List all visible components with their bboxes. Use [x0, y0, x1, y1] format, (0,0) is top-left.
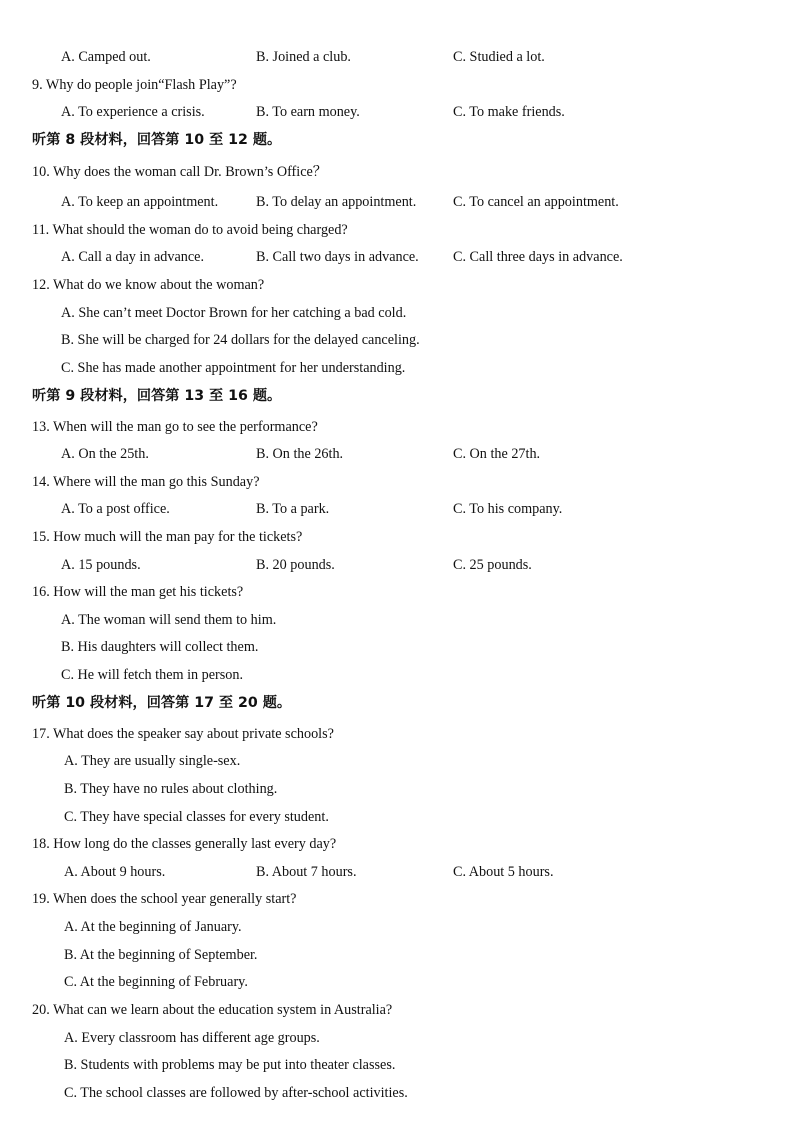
option-text: B. Students with problems may be put into theater classes. [64, 1057, 396, 1073]
section-heading: 听第 9 段材料，回答第 13 至 16 题。 [32, 388, 282, 404]
option-text: B. His daughters will collect them. [61, 639, 259, 655]
question-text: 11. What should the woman do to avoid being charged? [32, 222, 348, 238]
option-c: C. To make friends. [453, 104, 565, 120]
question-text: 10. Why does the woman call Dr. Brown’s Office？ [32, 164, 327, 180]
option-text: A. The woman will send them to him. [61, 612, 277, 628]
section-heading: 听第 10 段材料，回答第 17 至 20 题。 [32, 695, 292, 711]
option-b: B. On the 26th. [256, 446, 344, 462]
option-a: A. Camped out. [61, 49, 151, 65]
option-text: B. They have no rules about clothing. [64, 781, 278, 797]
option-text: A. She can’t meet Doctor Brown for her catching a bad cold. [61, 305, 407, 321]
option-a: A. To experience a crisis. [61, 104, 205, 120]
option-text: C. At the beginning of February. [64, 974, 248, 990]
option-b: B. To delay an appointment. [256, 194, 417, 210]
option-b: B. About 7 hours. [256, 864, 357, 880]
option-text: A. They are usually single-sex. [64, 753, 241, 769]
option-text: C. She has made another appointment for her understanding. [61, 360, 406, 376]
option-c: C. 25 pounds. [453, 557, 532, 573]
option-a: A. Call a day in advance. [61, 249, 205, 265]
question-text: 18. How long do the classes generally last every day? [32, 836, 337, 852]
option-a: A. To keep an appointment. [61, 194, 219, 210]
question-text: 15. How much will the man pay for the tickets? [32, 529, 303, 545]
option-c: C. Studied a lot. [453, 49, 545, 65]
option-b: B. To a park. [256, 501, 330, 517]
option-c: C. On the 27th. [453, 446, 541, 462]
option-text: A. Every classroom has different age groups. [64, 1030, 320, 1046]
option-text: B. She will be charged for 24 dollars for the delayed canceling. [61, 332, 420, 348]
question-text: 14. Where will the man go this Sunday? [32, 474, 260, 490]
section-heading: 听第 8 段材料，回答第 10 至 12 题。 [32, 132, 282, 148]
option-c: C. To cancel an appointment. [453, 194, 619, 210]
question-text: 20. What can we learn about the education system in Australia? [32, 1002, 393, 1018]
question-text: 19. When does the school year generally start? [32, 891, 297, 907]
question-text: 12. What do we know about the woman? [32, 277, 265, 293]
option-a: A. About 9 hours. [64, 864, 166, 880]
question-text: 16. How will the man get his tickets? [32, 584, 244, 600]
option-a: A. 15 pounds. [61, 557, 141, 573]
option-a: A. To a post office. [61, 501, 170, 517]
option-text: C. The school classes are followed by after-school activities. [64, 1085, 408, 1101]
option-text: C. They have special classes for every student. [64, 809, 329, 825]
option-b: B. 20 pounds. [256, 557, 335, 573]
option-c: C. About 5 hours. [453, 864, 554, 880]
option-c: C. Call three days in advance. [453, 249, 623, 265]
option-text: A. At the beginning of January. [64, 919, 242, 935]
option-b: B. Joined a club. [256, 49, 351, 65]
question-text: 9. Why do people join“Flash Play”? [32, 77, 237, 93]
question-text: 17. What does the speaker say about private schools? [32, 726, 334, 742]
option-text: C. He will fetch them in person. [61, 667, 244, 683]
option-b: B. To earn money. [256, 104, 360, 120]
option-c: C. To his company. [453, 501, 563, 517]
option-a: A. On the 25th. [61, 446, 149, 462]
question-text: 13. When will the man go to see the performance? [32, 419, 318, 435]
option-text: B. At the beginning of September. [64, 947, 258, 963]
option-b: B. Call two days in advance. [256, 249, 419, 265]
